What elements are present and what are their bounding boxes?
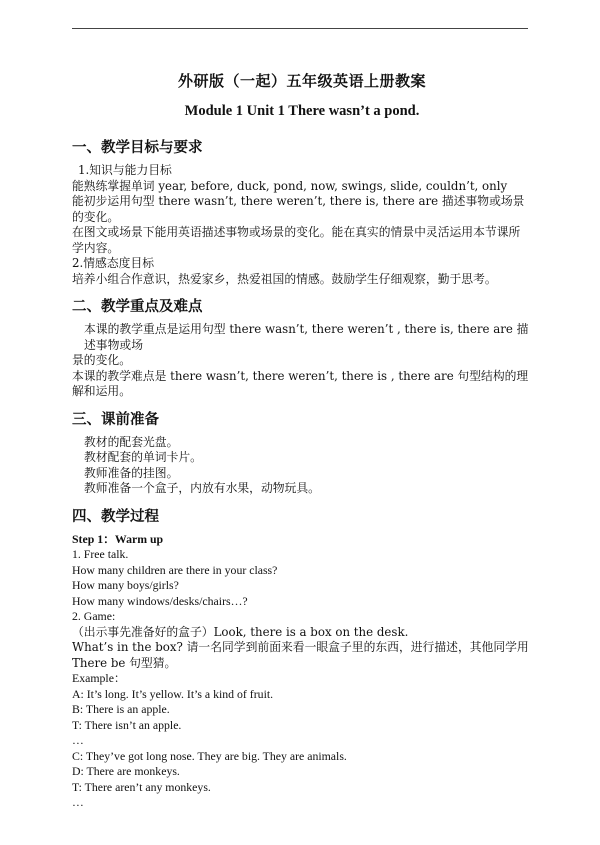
text-line: C: They’ve got long nose. They are big. They are animals. — [72, 748, 347, 763]
objective-subheading-attitude: 2.情感态度目标 — [72, 256, 155, 270]
paragraph: 能熟练掌握单词 year, before, duck, pond, now, swings, slide, couldn’t, only — [72, 178, 508, 193]
section-heading-objectives: 一、教学目标与要求 — [72, 139, 203, 156]
paragraph: 本课的教学难点是 there wasn’t, there weren’t, there is , there are 句型结构的理解和运用。 — [72, 368, 529, 398]
document-title: 外研版（一起）五年级英语上册教案 — [177, 72, 426, 90]
text-line: D: There are monkeys. — [72, 764, 180, 778]
section-heading-key-points: 二、教学重点及难点 — [72, 298, 203, 315]
header-rule — [72, 28, 528, 29]
text-line: 1. Free talk. — [72, 547, 129, 561]
text-line: How many windows/desks/chairs…? — [72, 593, 248, 608]
paragraph: 景的变化。 — [72, 353, 131, 367]
text-line: A: It’s long. It’s yellow. It’s a kind of fruit. — [72, 686, 274, 701]
section-heading-process: 四、教学过程 — [72, 507, 159, 525]
paragraph: 能初步运用句型 there wasn’t, there weren’t, there is, there are 描述事物或场景的变化。 — [72, 194, 525, 224]
text-line: T: There isn’t an apple. — [72, 717, 182, 732]
text-line: How many boys/girls? — [72, 578, 179, 592]
list-item: 教材的配套光盘。 — [84, 434, 179, 449]
text-line: How many children are there in your class? — [72, 562, 278, 577]
text-line: There be 句型猜。 — [72, 655, 177, 670]
list-item: 教材配套的单词卡片。 — [84, 450, 202, 464]
section-heading-preparation: 三、课前准备 — [72, 410, 159, 428]
text-line: Example： — [72, 671, 126, 685]
text-line: … — [72, 795, 84, 809]
text-line: 2. Game: — [72, 609, 116, 623]
objective-subheading-knowledge: 1.知识与能力目标 — [78, 163, 172, 177]
document-subtitle: Module 1 Unit 1 There wasn’t a pond. — [184, 103, 420, 119]
paragraph: 本课的教学重点是运用句型 there wasn’t, there weren’t , there is, there are 描述事物或场 — [84, 322, 529, 352]
list-item: 教师准备一个盒子，内放有水果，动物玩具。 — [84, 481, 320, 495]
list-item: 教师准备的挂图。 — [84, 465, 179, 480]
text-line: B: There is an apple. — [72, 702, 170, 716]
text-line: What’s in the box? 请一名同学到前面来看一眼盒子里的东西，进行描述，其他同学用 — [72, 640, 529, 654]
step-heading: Step 1：Warm up — [72, 531, 164, 546]
text-line: （出示事先准备好的盒子）Look, there is a box on the desk. — [72, 624, 409, 639]
text-line: … — [72, 733, 84, 747]
paragraph: 培养小组合作意识，热爱家乡，热爱祖国的情感。鼓励学生仔细观察，勤于思考。 — [72, 271, 497, 286]
document-page — [72, 70, 532, 811]
text-line: T: There aren’t any monkeys. — [72, 779, 211, 794]
paragraph: 在图文或场景下能用英语描述事物或场景的变化。能在真实的情景中灵活运用本节课所 — [72, 225, 521, 239]
paragraph: 学内容。 — [72, 240, 120, 255]
